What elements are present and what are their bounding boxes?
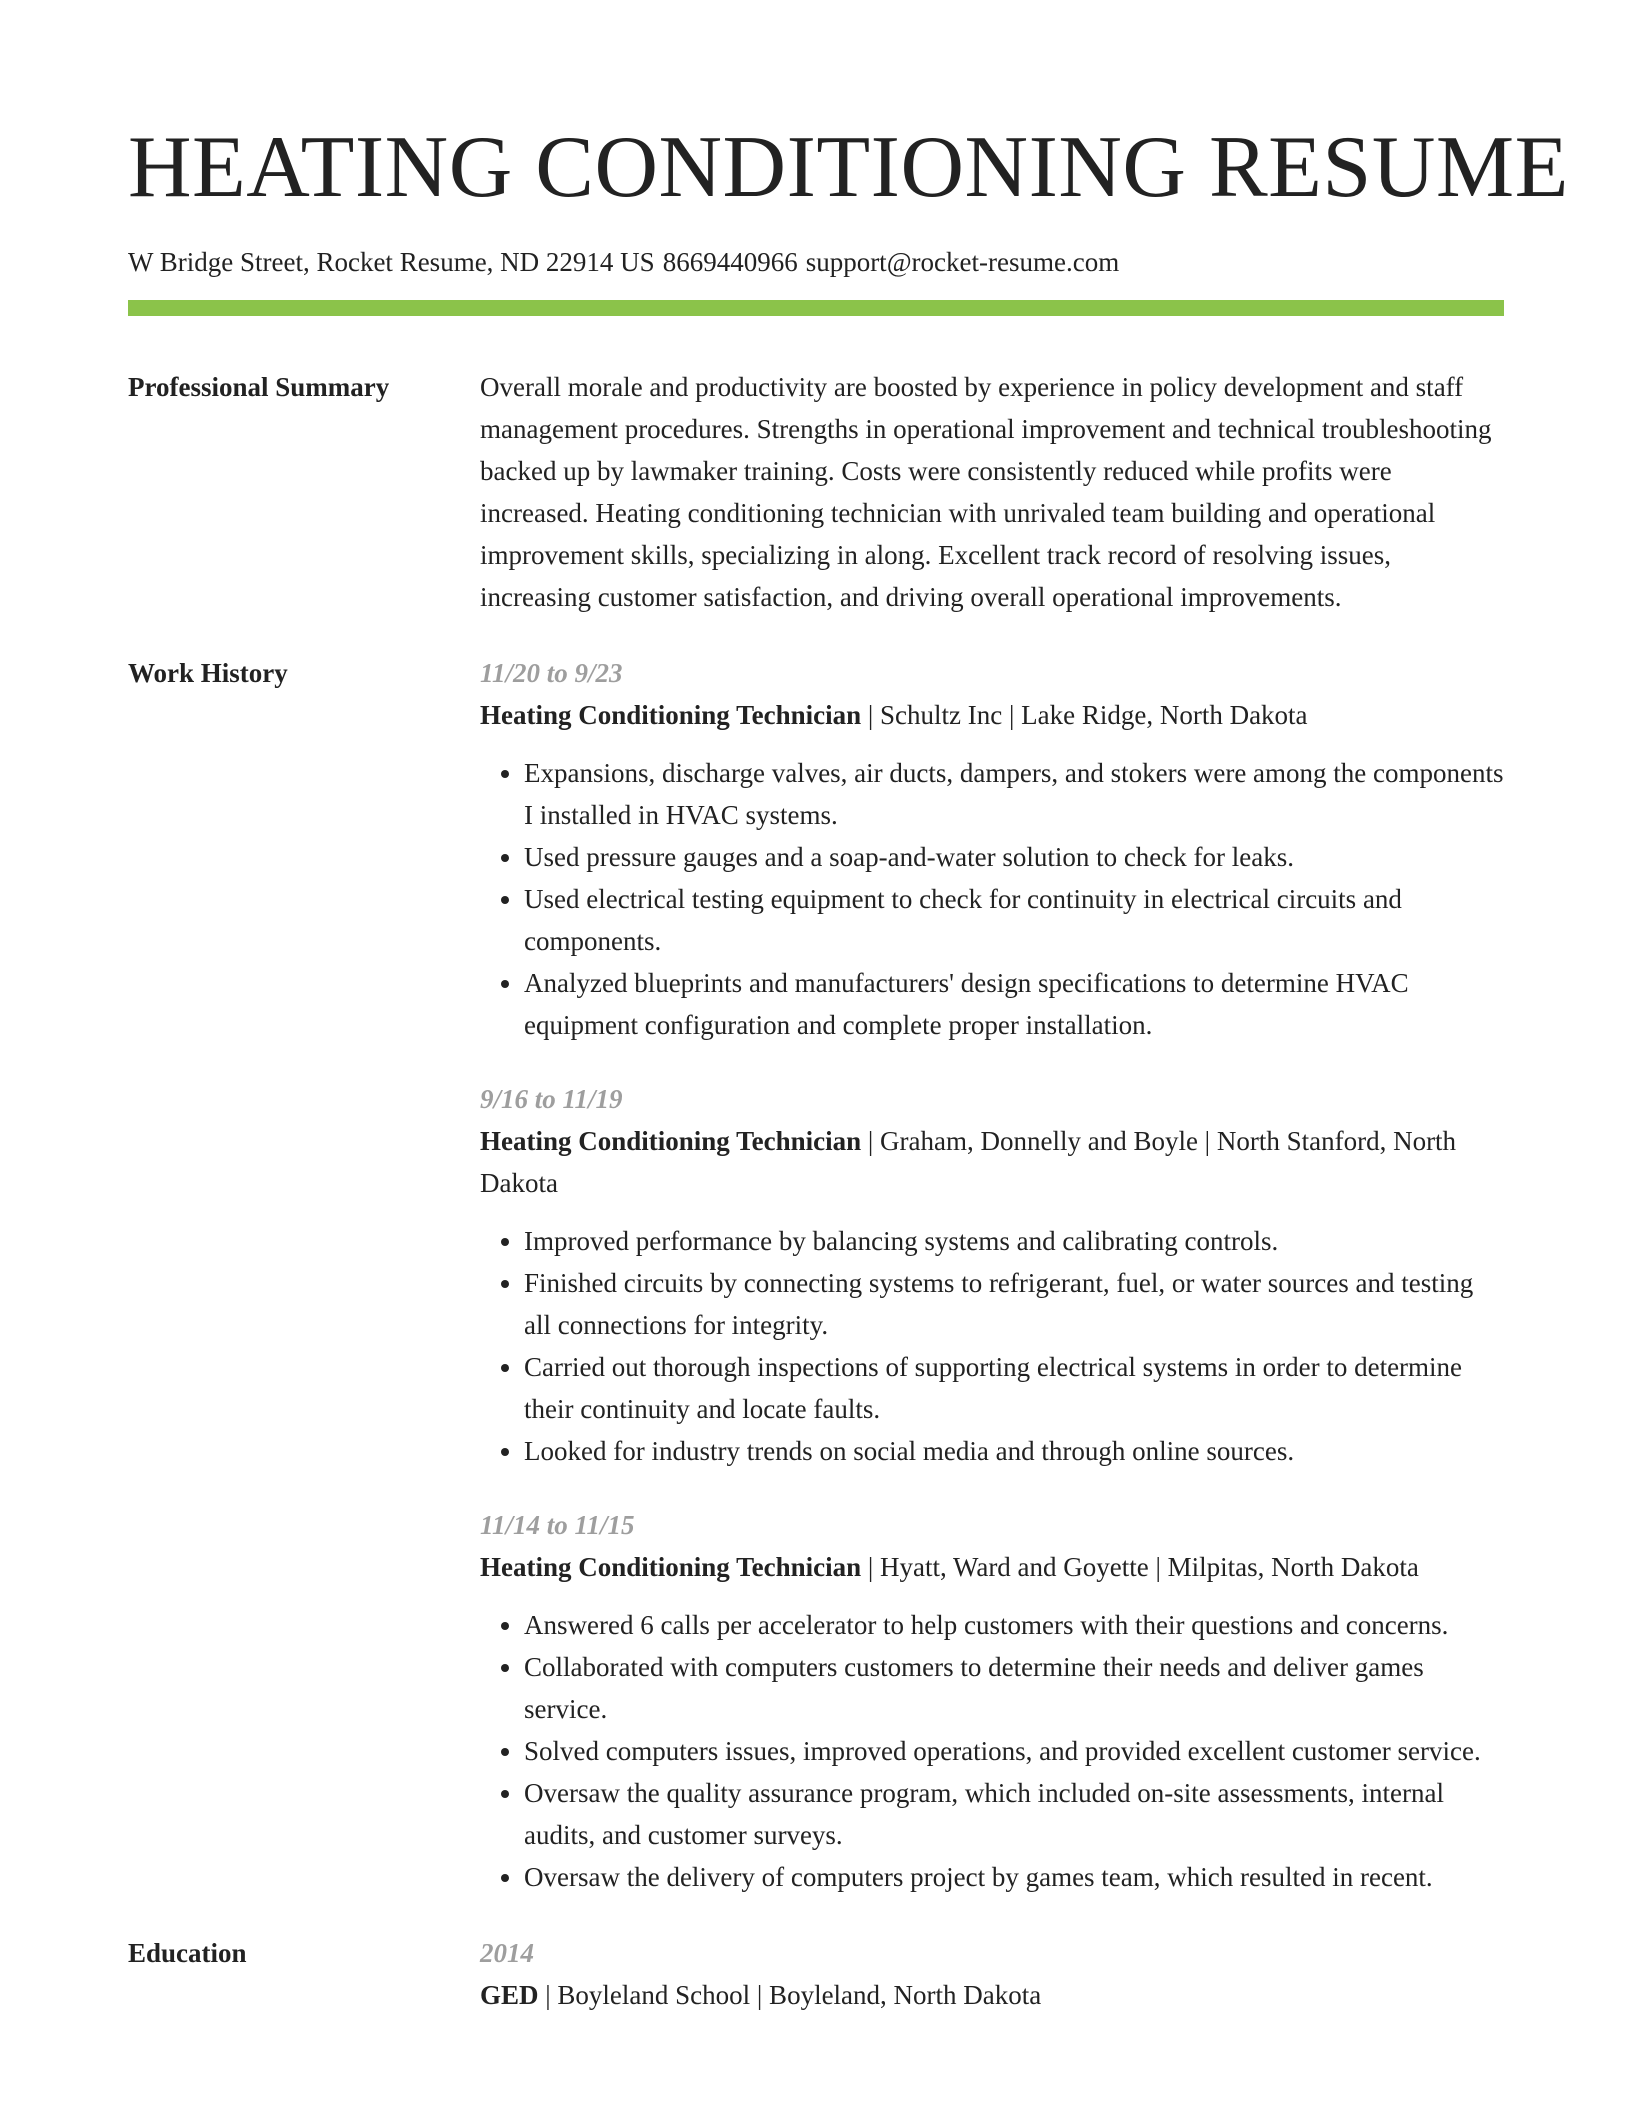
summary-body (480, 366, 1504, 618)
summary-section (128, 366, 1504, 618)
work-history-body (480, 652, 1504, 1898)
education-dates: 2014 (480, 1938, 534, 1968)
summary-text: Overall morale and productivity are boosted by experience in policy development and staff management procedures. Strengths in operational improvement and technical troubleshooting backed up by lawmaker training. Costs were consistently reduced while profits were increased. Heating conditioning technician with unrivaled team building and operational improvement skills, specializing in along. Excellent track record of resolving issues, increasing customer satisfaction, and driving overall operational improvements. (480, 372, 1492, 612)
job-bullet: • Oversaw the quality assurance program, which included on-site assessments, internal audits, and customer surveys. (524, 1772, 1504, 1856)
education-details: | Boyleland School | Boyleland, North Dakota (538, 1980, 1042, 2010)
job-details: | Hyatt, Ward and Goyette | Milpitas, North Dakota (861, 1552, 1419, 1582)
job-bullet: • Oversaw the delivery of computers project by games team, which resulted in recent. (524, 1856, 1504, 1898)
job-title: Heating Conditioning Technician (480, 700, 862, 730)
contact-phone: 8669440966 (662, 247, 798, 277)
job-bullet: • Expansions, discharge valves, air ducts, dampers, and stokers were among the components I installed in HVAC systems. (524, 752, 1504, 836)
job-bullet: • Used electrical testing equipment to check for continuity in electrical circuits and components. (524, 878, 1504, 962)
job-bullet: • Collaborated with computers customers to determine their needs and deliver games service. (524, 1646, 1504, 1730)
contact-email: support@rocket-resume.com (805, 247, 1120, 277)
job-heading (480, 1546, 1504, 1588)
job-bullet: • Looked for industry trends on social media and through online sources. (524, 1430, 1504, 1472)
education-section (128, 1932, 1504, 2016)
summary-label: Professional Summary (128, 372, 390, 402)
job-bullet: • Answered 6 calls per accelerator to help customers with their questions and concerns. (524, 1604, 1504, 1646)
job-dates: 9/16 to 11/19 (480, 1084, 623, 1114)
job-bullet: • Solved computers issues, improved operations, and provided excellent customer service. (524, 1730, 1504, 1772)
job-details: | Schultz Inc | Lake Ridge, North Dakota (861, 700, 1308, 730)
job-heading (480, 1120, 1504, 1204)
education-body (480, 1932, 1504, 2016)
job-bullet: • Carried out thorough inspections of supporting electrical systems in order to determine their continuity and locate faults. (524, 1346, 1504, 1430)
resume-page (128, 0, 1569, 2016)
job-dates: 11/14 to 11/15 (480, 1510, 635, 1540)
job-bullet: • Used pressure gauges and a soap-and-water solution to check for leaks. (524, 836, 1504, 878)
job-title: Heating Conditioning Technician (480, 1126, 862, 1156)
job-dates: 11/20 to 9/23 (480, 658, 623, 688)
job-heading (480, 694, 1504, 736)
job-bullet: • Improved performance by balancing systems and calibrating controls. (524, 1220, 1504, 1262)
resume-title: HEATING CONDITIONING RESUME (128, 119, 1569, 216)
accent-divider (128, 300, 1504, 316)
job-bullets (480, 1220, 1504, 1472)
contact-line (128, 246, 1504, 278)
education-label: Education (128, 1938, 247, 1968)
job-bullet: • Finished circuits by connecting systems to refrigerant, fuel, or water sources and testing all connections for integrity. (524, 1262, 1504, 1346)
work-history-section (128, 652, 1504, 1898)
job-details: | Graham, Donnelly and Boyle | North Stanford, North Dakota (480, 1126, 1457, 1198)
job-entry (480, 652, 1504, 1046)
job-entry (480, 1078, 1504, 1472)
job-entry (480, 1504, 1504, 1898)
job-bullets (480, 752, 1504, 1046)
work-history-label: Work History (128, 658, 288, 688)
job-bullets (480, 1604, 1504, 1898)
job-title: Heating Conditioning Technician (480, 1552, 862, 1582)
education-degree: GED (480, 1980, 539, 2010)
job-bullet: • Analyzed blueprints and manufacturers' design specifications to determine HVAC equipment configuration and complete proper installation. (524, 962, 1504, 1046)
education-heading (480, 1974, 1504, 2016)
contact-address: W Bridge Street, Rocket Resume, ND 22914 US (128, 247, 655, 277)
